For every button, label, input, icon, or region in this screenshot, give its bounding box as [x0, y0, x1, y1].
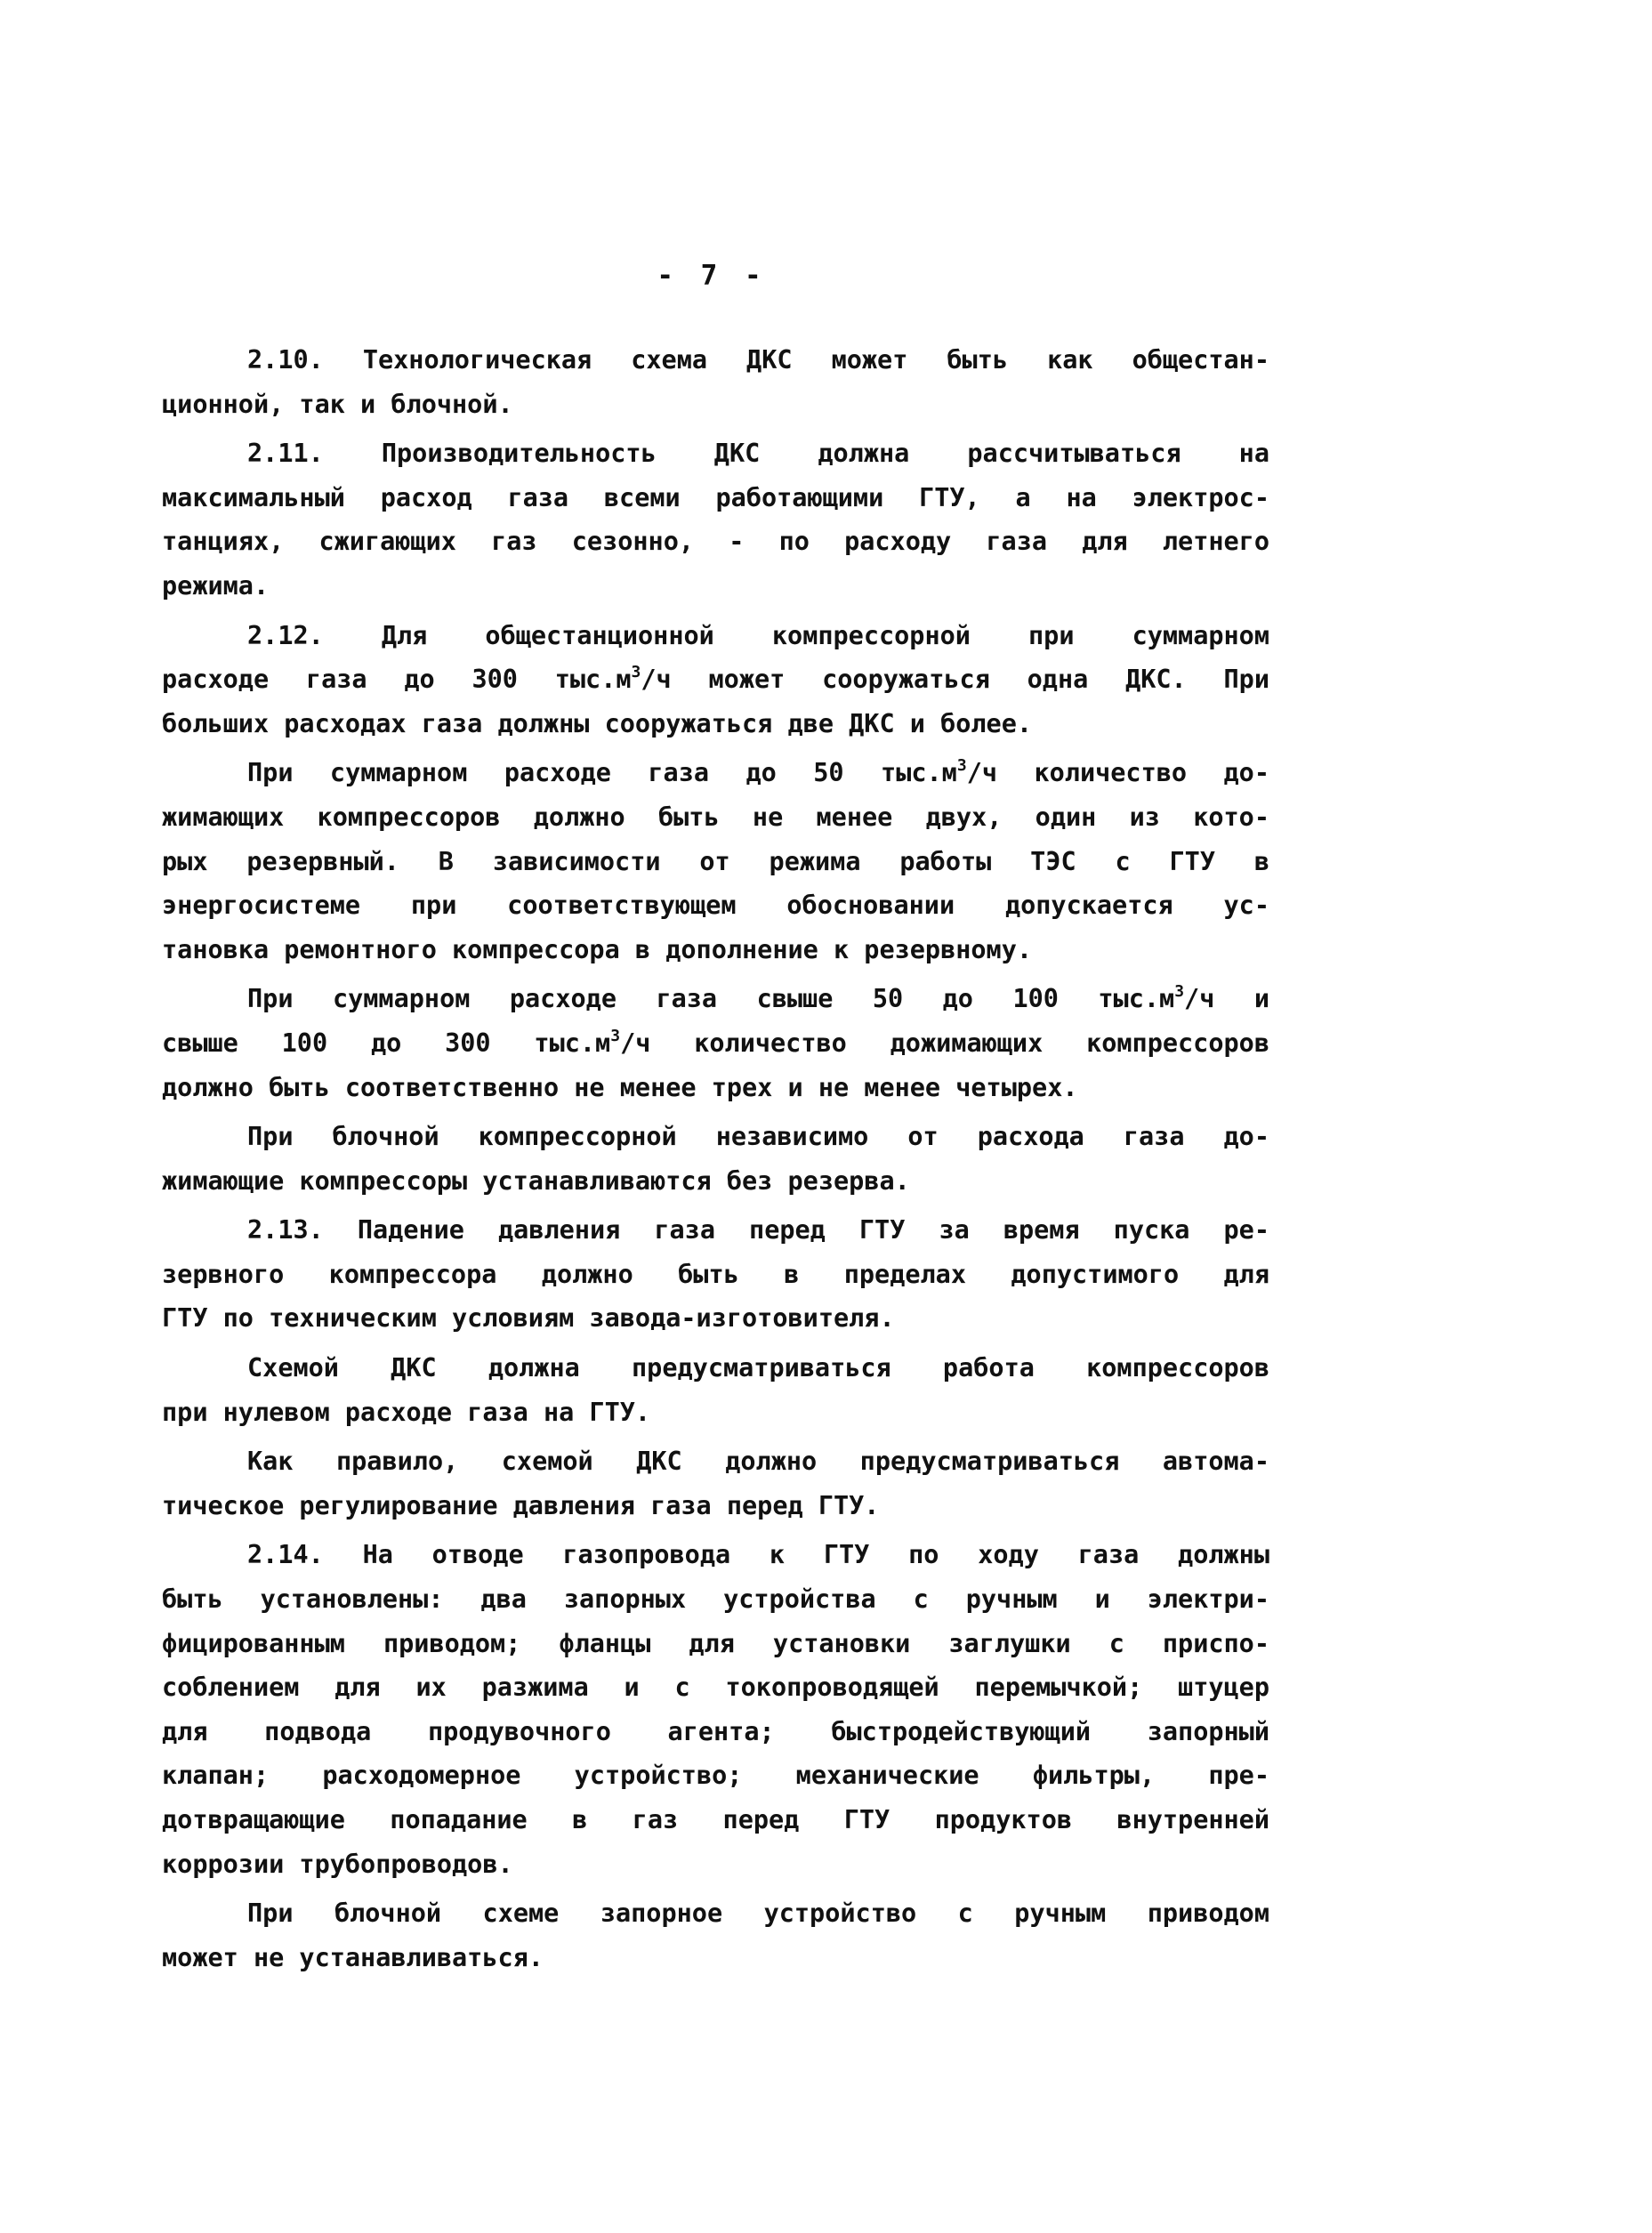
paragraph-p2-10 [162, 338, 1269, 426]
text-line: 2.12. Для общестанционной компрессорной при суммарном [247, 620, 1269, 650]
page-number: - 7 - [657, 260, 767, 292]
text-line: фицированным приводом; фланцы для установки заглушки с приспо- [162, 1628, 1269, 1658]
paragraph-p2-12-c [162, 977, 1269, 1109]
text-line: при нулевом расходе газа на ГТУ. [162, 1397, 651, 1427]
text-line: жимающих компрессоров должно быть не менее двух, один из кото- [162, 802, 1269, 832]
paragraph-p2-12-b [162, 751, 1269, 971]
paragraph-p2-13 [162, 1208, 1269, 1341]
text-line: жимающие компрессоры устанавливаются без резерва. [162, 1165, 910, 1196]
text-line: дотвращающие попадание в газ перед ГТУ продуктов внутренней [162, 1805, 1269, 1834]
text-line: режима. [162, 570, 270, 601]
text-line: 2.11. Производительность ДКС должна рассчитываться на [247, 439, 1269, 469]
text-line [162, 1021, 1269, 1066]
text-line: При блочной компрессорной независимо от расхода газа до- [247, 1122, 1269, 1152]
text-line: зервного компрессора должно быть в пределах допустимого для [162, 1259, 1269, 1289]
paragraph-p2-12-d [162, 1115, 1269, 1203]
text-line: Как правило, схемой ДКС должно предусматриваться автома- [247, 1447, 1269, 1477]
text-line: должно быть соответственно не менее трех и не менее четырех. [162, 1072, 1078, 1102]
text-fragment: /ч может сооружаться одна ДКС. При [641, 665, 1269, 695]
unit-exponent: 3 [1174, 982, 1185, 1002]
text-line: 2.13. Падение давления газа перед ГТУ за время пуска ре- [247, 1215, 1269, 1245]
text-line: тановка ремонтного компрессора в дополнение к резервному. [162, 934, 1033, 964]
text-line [162, 751, 1269, 795]
text-fragment: При суммарном расходе газа до 50 тыс.м [247, 758, 957, 788]
text-line: тическое регулирование давления газа перед ГТУ. [162, 1490, 880, 1520]
paragraph-p2-13-c [162, 1439, 1269, 1528]
text-line: энергосистеме при соответствующем обосновании допускается ус- [162, 891, 1269, 921]
document-body [162, 338, 1269, 1979]
unit-exponent: 3 [956, 756, 967, 776]
text-fragment: При суммарном расходе газа свыше 50 до 100 тыс.м [247, 984, 1175, 1014]
text-fragment: /ч количество до- [966, 758, 1269, 788]
text-line: быть установлены: два запорных устройства с ручным и электри- [162, 1584, 1269, 1615]
text-line: Схемой ДКС должна предусматриваться работа компрессоров [247, 1353, 1269, 1383]
text-line: для подвода продувочного агента; быстродействующий запорный [162, 1716, 1269, 1746]
text-line: 2.14. На отводе газопровода к ГТУ по ходу газа должны [247, 1540, 1269, 1570]
text-line [162, 657, 1269, 702]
text-line: рых резервный. В зависимости от режима работы ТЭС с ГТУ в [162, 846, 1269, 876]
text-line: ционной, так и блочной. [162, 389, 513, 419]
text-fragment: расходе газа до 300 тыс.м [162, 665, 632, 695]
text-fragment: свыше 100 до 300 тыс.м [162, 1028, 611, 1058]
unit-exponent: 3 [631, 663, 641, 682]
text-line: коррозии трубопроводов. [162, 1849, 513, 1879]
paragraph-p2-14-b [162, 1891, 1269, 1979]
text-line: максимальный расход газа всеми работающими ГТУ, а на электрос- [162, 482, 1269, 512]
text-line: При блочной схеме запорное устройство с ручным приводом [247, 1898, 1269, 1929]
text-line [162, 977, 1269, 1021]
paragraph-p2-11 [162, 431, 1269, 608]
text-line: соблением для их разжима и с токопроводящей перемычкой; штуцер [162, 1673, 1269, 1703]
text-line: больших расходах газа должны сооружаться две ДКС и более. [162, 708, 1033, 738]
paragraph-p2-12 [162, 614, 1269, 746]
unit-exponent: 3 [610, 1026, 621, 1045]
text-line: танциях, сжигающих газ сезонно, - по расходу газа для летнего [162, 527, 1269, 557]
text-line: может не устанавливаться. [162, 1942, 544, 1972]
text-fragment: /ч и [1184, 984, 1269, 1014]
text-fragment: /ч количество дожимающих компрессоров [620, 1028, 1269, 1058]
paragraph-p2-13-b [162, 1346, 1269, 1434]
text-line: ГТУ по техническим условиям завода-изготовителя. [162, 1303, 895, 1334]
text-line: 2.10. Технологическая схема ДКС может быть как общестан- [247, 345, 1269, 375]
text-line: клапан; расходомерное устройство; механические фильтры, пре- [162, 1761, 1269, 1791]
paragraph-p2-14 [162, 1533, 1269, 1886]
